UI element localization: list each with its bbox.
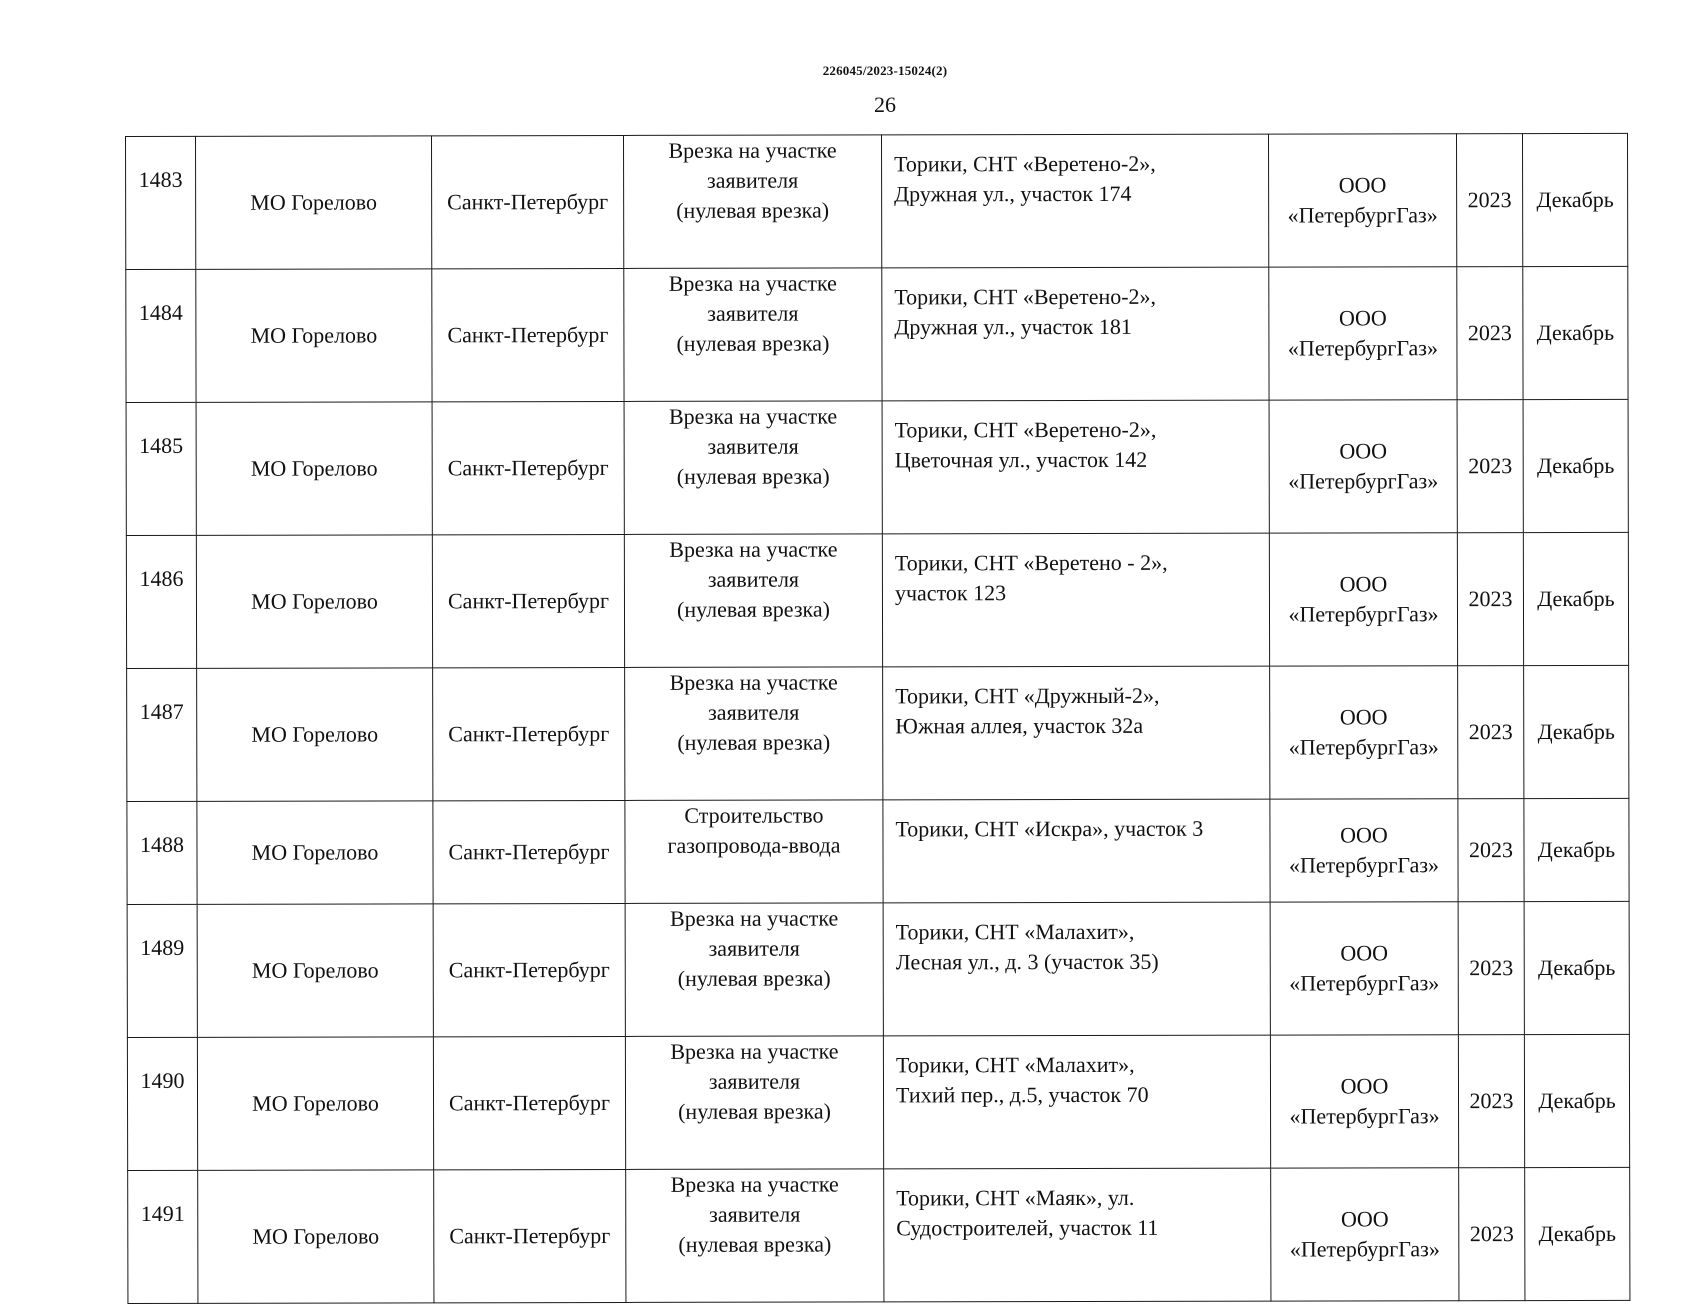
work-type-cell	[623, 135, 881, 269]
work-type-cell	[624, 534, 882, 668]
month-cell: Декабрь	[1524, 798, 1629, 901]
city-cell: Санкт-Петербург	[433, 800, 625, 903]
address-cell-line: Торики, СНТ «Искра», участок 3	[895, 815, 1204, 842]
work-type-cell-line: заявителя	[708, 699, 800, 725]
month-cell: Декабрь	[1523, 399, 1628, 532]
row-number-cell: 1483	[126, 136, 196, 269]
address-cell-line: Торики, СНТ «Веретено-2»,	[894, 416, 1157, 443]
municipality-cell: МО Горелово	[197, 1037, 433, 1170]
row-number-cell: 1484	[126, 269, 196, 402]
month-cell: Декабрь	[1523, 266, 1628, 399]
city-cell: Санкт-Петербург	[434, 1169, 626, 1302]
work-type-cell	[625, 667, 883, 801]
work-type-cell-line: Врезка на участке	[669, 669, 838, 695]
table-body	[126, 133, 1630, 1303]
organization-cell-line: ООО	[1340, 1206, 1389, 1232]
city-cell: Санкт-Петербург	[432, 268, 624, 401]
address-cell	[881, 134, 1268, 268]
city-cell: Санкт-Петербург	[432, 135, 624, 268]
row-number-cell: 1490	[127, 1037, 197, 1170]
work-type-cell-line: (нулевая врезка)	[678, 1098, 832, 1124]
address-cell-line: Торики, СНТ «Маяк», ул.	[896, 1184, 1135, 1211]
organization-cell	[1269, 267, 1457, 400]
work-type-cell	[626, 1169, 884, 1303]
table-row	[126, 399, 1628, 535]
row-number-cell: 1491	[128, 1170, 198, 1303]
organization-cell-line: ООО	[1339, 571, 1388, 597]
address-cell	[883, 666, 1270, 800]
municipality-cell: МО Горелово	[196, 136, 432, 269]
city-cell: Санкт-Петербург	[432, 401, 624, 534]
address-cell-line: Торики, СНТ «Малахит»,	[895, 918, 1135, 945]
city-cell: Санкт-Петербург	[433, 667, 625, 800]
page-number: 26	[874, 92, 896, 117]
municipality-cell: МО Горелово	[197, 668, 433, 801]
organization-cell-line: ООО	[1339, 305, 1387, 331]
address-cell	[883, 902, 1270, 1036]
row-number-cell: 1487	[127, 668, 197, 801]
work-type-cell-line: (нулевая врезка)	[676, 463, 830, 489]
work-type-cell-line: (нулевая врезка)	[678, 1231, 832, 1257]
table-row	[127, 901, 1629, 1037]
municipality-cell: МО Горелово	[197, 904, 433, 1037]
organization-cell-line: ООО	[1340, 940, 1389, 966]
year-cell: 2023	[1457, 533, 1523, 666]
organization-cell	[1269, 400, 1457, 533]
row-number-cell: 1486	[126, 535, 196, 668]
address-cell-line: Торики, СНТ «Веретено - 2»,	[894, 549, 1168, 576]
organization-cell	[1268, 134, 1456, 267]
city-cell: Санкт-Петербург	[433, 1036, 625, 1169]
work-type-cell-line: (нулевая врезка)	[677, 729, 831, 755]
organization-cell-line: ООО	[1340, 822, 1388, 848]
municipality-cell: МО Горелово	[196, 535, 432, 668]
row-number-cell: 1485	[126, 402, 196, 535]
organization-cell-line: «ПетербургГаз»	[1288, 601, 1439, 627]
work-type-cell-line: газопровода-ввода	[667, 832, 841, 858]
organization-cell-line: ООО	[1338, 172, 1387, 198]
address-cell-line: Цветочная ул., участок 142	[894, 446, 1148, 473]
work-type-cell-line: заявителя	[707, 566, 800, 592]
work-type-cell-line: Врезка на участке	[668, 403, 838, 429]
organization-cell	[1270, 1035, 1458, 1168]
row-number-cell: 1488	[127, 801, 197, 904]
address-cell	[882, 400, 1269, 534]
address-cell-line: Южная аллея, участок 32а	[895, 712, 1144, 739]
organization-cell-line: «ПетербургГаз»	[1289, 1103, 1440, 1129]
address-cell	[882, 533, 1269, 667]
month-cell: Декабрь	[1525, 1167, 1630, 1300]
organization-cell-line: «ПетербургГаз»	[1288, 468, 1439, 494]
document-id: 226045/2023-15024(2)	[822, 63, 948, 78]
organization-cell	[1270, 799, 1458, 902]
month-cell: Декабрь	[1522, 133, 1627, 266]
city-cell: Санкт-Петербург	[433, 903, 625, 1036]
work-type-cell-line: заявителя	[707, 300, 799, 326]
work-type-cell-line: Врезка на участке	[668, 270, 837, 296]
municipality-cell: МО Горелово	[197, 801, 433, 904]
table-row	[126, 532, 1628, 668]
year-cell: 2023	[1456, 134, 1522, 267]
year-cell: 2023	[1458, 1035, 1524, 1168]
organization-cell-line: «ПетербургГаз»	[1287, 202, 1438, 228]
work-type-cell-line: Врезка на участке	[670, 1171, 839, 1197]
address-cell	[882, 267, 1269, 401]
organization-cell-line: ООО	[1340, 1073, 1389, 1099]
table-row	[128, 1167, 1630, 1303]
work-type-cell	[625, 800, 883, 904]
registry-table	[125, 133, 1630, 1304]
organization-cell	[1270, 666, 1458, 799]
work-type-cell	[624, 401, 882, 535]
address-cell-line: Торики, СНТ «Веретено-2»,	[894, 150, 1156, 177]
address-cell	[883, 799, 1270, 903]
organization-cell	[1270, 902, 1458, 1035]
month-cell: Декабрь	[1523, 532, 1628, 665]
work-type-cell	[625, 1036, 883, 1170]
address-cell-line: Лесная ул., д. 3 (участок 35)	[895, 948, 1159, 975]
organization-cell-line: ООО	[1339, 438, 1388, 464]
year-cell: 2023	[1458, 799, 1524, 902]
organization-cell-line: ООО	[1339, 704, 1388, 730]
work-type-cell-line: заявителя	[708, 935, 800, 961]
year-cell: 2023	[1459, 1168, 1525, 1301]
address-cell-line: Дружная ул., участок 181	[894, 313, 1132, 340]
work-type-cell-line: (нулевая врезка)	[676, 330, 830, 356]
year-cell: 2023	[1458, 902, 1524, 1035]
month-cell: Декабрь	[1524, 665, 1629, 798]
table-row	[127, 665, 1629, 801]
row-number-cell: 1489	[127, 904, 197, 1037]
address-cell-line: Судостроителей, участок 11	[896, 1214, 1159, 1241]
table-row	[127, 798, 1629, 904]
year-cell: 2023	[1458, 666, 1524, 799]
address-cell-line: Торики, СНТ «Малахит»,	[895, 1051, 1135, 1078]
municipality-cell: МО Горелово	[198, 1170, 434, 1303]
year-cell: 2023	[1457, 267, 1523, 400]
work-type-cell	[624, 268, 882, 402]
work-type-cell-line: заявителя	[707, 433, 799, 459]
address-cell	[883, 1035, 1270, 1169]
table-row	[127, 1034, 1629, 1170]
address-cell-line: Тихий пер., д.5, участок 70	[895, 1081, 1149, 1108]
year-cell: 2023	[1457, 400, 1523, 533]
month-cell: Декабрь	[1524, 1034, 1629, 1167]
table-row	[126, 266, 1628, 402]
organization-cell-line: «ПетербургГаз»	[1288, 734, 1439, 760]
organization-cell-line: «ПетербургГаз»	[1288, 852, 1440, 878]
address-cell-line: Торики, СНТ «Дружный-2»,	[895, 682, 1160, 709]
address-cell-line: участок 123	[894, 580, 1007, 606]
municipality-cell: МО Горелово	[196, 402, 432, 535]
organization-cell	[1271, 1168, 1459, 1301]
work-type-cell-line: заявителя	[708, 1068, 801, 1094]
work-type-cell-line: (нулевая врезка)	[677, 965, 831, 991]
work-type-cell-line: заявителя	[709, 1201, 801, 1227]
organization-cell	[1269, 533, 1457, 666]
organization-cell-line: «ПетербургГаз»	[1287, 335, 1438, 361]
month-cell: Декабрь	[1524, 901, 1629, 1034]
address-cell	[884, 1168, 1271, 1302]
work-type-cell-line: заявителя	[706, 167, 799, 193]
organization-cell-line: «ПетербургГаз»	[1289, 1236, 1440, 1262]
city-cell: Санкт-Петербург	[432, 534, 624, 667]
work-type-cell-line: Строительство	[684, 802, 824, 828]
municipality-cell: МО Горелово	[196, 269, 432, 402]
work-type-cell-line: Врезка на участке	[669, 536, 838, 562]
work-type-cell-line: Врезка на участке	[670, 1038, 839, 1064]
work-type-cell	[625, 903, 883, 1037]
work-type-cell-line: (нулевая врезка)	[676, 596, 830, 622]
organization-cell-line: «ПетербургГаз»	[1289, 970, 1440, 996]
address-cell-line: Торики, СНТ «Веретено-2»,	[894, 283, 1157, 310]
work-type-cell-line: Врезка на участке	[668, 137, 837, 163]
table-row	[126, 133, 1628, 269]
address-cell-line: Дружная ул., участок 174	[894, 180, 1132, 207]
work-type-cell-line: (нулевая врезка)	[676, 197, 830, 223]
work-type-cell-line: Врезка на участке	[670, 905, 839, 931]
